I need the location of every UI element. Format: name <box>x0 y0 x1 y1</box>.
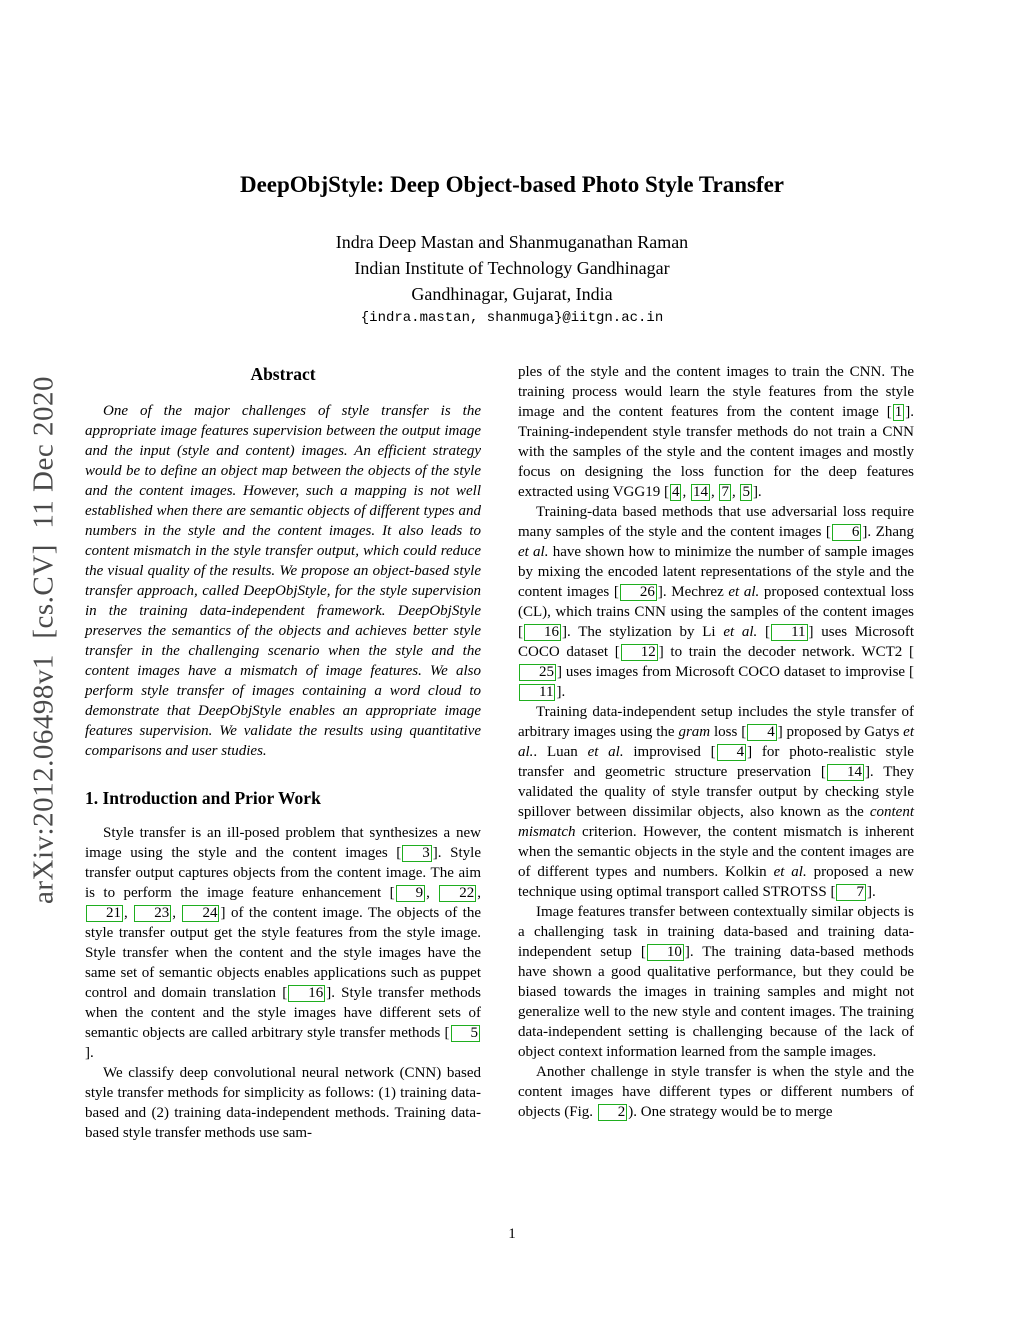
citation-link[interactable]: 12 <box>621 644 658 661</box>
citation-link[interactable]: 11 <box>519 684 555 701</box>
citation-link[interactable]: 3 <box>402 845 432 862</box>
citation-link[interactable]: 26 <box>620 584 657 601</box>
citation-link[interactable]: 7 <box>836 884 866 901</box>
citation-link[interactable]: 2 <box>598 1104 628 1121</box>
citation-link[interactable]: 10 <box>647 944 684 961</box>
citation-link[interactable]: 11 <box>771 624 807 641</box>
page-number: 1 <box>508 1226 516 1242</box>
citation-link[interactable]: 4 <box>671 484 680 500</box>
citation-link[interactable]: 5 <box>451 1025 481 1042</box>
abstract-heading: Abstract <box>250 364 316 384</box>
emphasized-text: et al. <box>587 744 624 760</box>
emphasized-text: gram <box>678 724 711 740</box>
paragraph: We classify deep convolutional neural network (CNN) based style transfer methods for simplicity as follows: (1) training data-based and (2) training data-independent methods. Training data-based style transfer methods use sam- <box>85 1065 481 1141</box>
citation-link[interactable]: 4 <box>747 724 777 741</box>
affiliation-line2: Gandhinagar, Gujarat, India <box>411 284 613 304</box>
paper-title: DeepObjStyle: Deep Object-based Photo Style Transfer <box>239 172 785 197</box>
emphasized-text: et al. <box>773 864 807 880</box>
emphasized-text: et al. <box>518 724 914 760</box>
citation-link[interactable]: 16 <box>524 624 561 641</box>
author-emails: {indra.mastan, shanmuga}@iitgn.ac.in <box>360 310 664 326</box>
emphasized-text: content mismatch <box>518 804 914 840</box>
citation-link[interactable]: 24 <box>182 905 219 922</box>
citation-link[interactable]: 25 <box>519 664 556 681</box>
emphasized-text: et al. <box>728 584 760 600</box>
paragraph: Image features transfer between contextually similar objects is a challenging task in training data-based and training data-independent setup [ 10 ]. The training data-based methods have shown a good qualitative performance, but they could be biased towards the images in training samples and might not generalize well to the new style and content images. The training data-independent setting is challenging because of the lack of object context information learned from the sample images. <box>518 904 914 1060</box>
citation-link[interactable]: 5 <box>742 484 750 500</box>
citation-link[interactable]: 6 <box>832 524 862 541</box>
citation-link[interactable]: 14 <box>692 484 708 500</box>
citation-link[interactable]: 4 <box>717 744 747 761</box>
abstract-paragraph: One of the major challenges of style transfer is the appropriate image features supervision between the output image and the input (style and content) images. An efficient strategy would be to define an object map between the objects of the style and the content images. However, such a mapping is not well established when there are semantic objects of different types and numbers in the style and the content images. It also leads to content mismatch in the style transfer output, which could reduce the visual quality of the results. We propose an object-based style transfer approach, called DeepObjStyle, for the style supervision in the training data-independent framework. DeepObjStyle preserves the semantics of the objects and achieves better style transfer in the challenging scenario when the style and the content images have a mismatch of image features. We also perform style transfer of images containing a word cloud to demonstrate that DeepObjStyle enables an appropriate image features supervision. We validate the results using quantitative comparisons and user studies. <box>85 403 481 759</box>
citation-link[interactable]: 1 <box>894 404 903 420</box>
affiliation-line1: Indian Institute of Technology Gandhinagar <box>354 258 670 278</box>
two-column-body <box>0 362 1024 1143</box>
paper-header <box>0 0 1024 326</box>
arxiv-stamp: arXiv:2012.06498v1 [cs.CV] 11 Dec 2020 <box>27 376 60 904</box>
citation-link[interactable]: 22 <box>439 885 476 902</box>
paragraph: Style transfer is an ill-posed problem that synthesizes a new image using the style and the content images [ 3 ]. Style transfer output captures objects from the content image. The aim is to perform the image feature enhancement [ 9 , 22 , 21 , 23 , 24 ] of the content image. The objects of the style transfer output get the style features from the style image. Style transfer when the content and the style images have the same set of semantic objects enables applications such as puppet control and domain translation [ 16 ]. Style transfer methods when the content and the style images have different sets of semantic objects are called arbitrary style transfer methods [ 5]. <box>85 825 482 1061</box>
paragraph: Training data-independent setup includes the style transfer of arbitrary images using the gram loss [ 4 ] proposed by Gatys et al.. Luan et al. improvised [ 4 ] for photo-realistic style transfer and geometric structure preservation [ 14 ]. They validated the quality of style transfer output by checking style spillover between dissimilar objects, also known as the content mismatch criterion. However, the content mismatch is inherent when the semantic objects in the style and the content images are of different types and numbers. Kolkin et al. proposed a new technique using optimal transport called STROTSS [ 7 ]. <box>518 704 915 900</box>
authors: Indra Deep Mastan and Shanmuganathan Raman <box>335 232 689 252</box>
citation-link[interactable]: 14 <box>827 764 864 781</box>
citation-link[interactable]: 16 <box>288 985 325 1002</box>
citation-link[interactable]: 21 <box>86 905 123 922</box>
section-heading-introduction: 1. Introduction and Prior Work <box>85 788 321 808</box>
paragraph: ples of the style and the content images to train the CNN. The training process would learn the style features from the style image and the content features from the content image [ 1 ]. Training-independent style transfer methods do not train a CNN with the samples of the style and the content images and mostly focus on designing the loss function for the deep features extracted using VGG19 [ 4 , 14 , 7 , 5 ]. <box>518 364 914 500</box>
paragraph: Training-data based methods that use adversarial loss require many samples of the style and the content images [ 6 ]. Zhang et al. have shown how to minimize the number of sample images by mixing the encoded latent representations of the style and the content images [ 26 ]. Mechrez et al. proposed contextual loss (CL), which trains CNN using the samples of the content images [ 16 ]. The stylization by Li et al. [ 11 ] uses Microsoft COCO dataset [ 12 ] to train the decoder network. WCT2 [25 ] uses images from Microsoft COCO dataset to improvise [11 ]. <box>518 504 914 700</box>
emphasized-text: et al. <box>723 624 758 640</box>
right-column <box>518 362 914 1143</box>
emphasized-text: et al. <box>518 544 549 560</box>
citation-link[interactable]: 23 <box>134 905 171 922</box>
citation-link[interactable]: 7 <box>721 484 729 500</box>
left-column <box>85 362 481 1143</box>
citation-link[interactable]: 9 <box>396 885 426 902</box>
paragraph: Another challenge in style transfer is when the style and the content images have different types or different numbers of objects (Fig. 2 ). One strategy would be to merge <box>518 1064 914 1120</box>
